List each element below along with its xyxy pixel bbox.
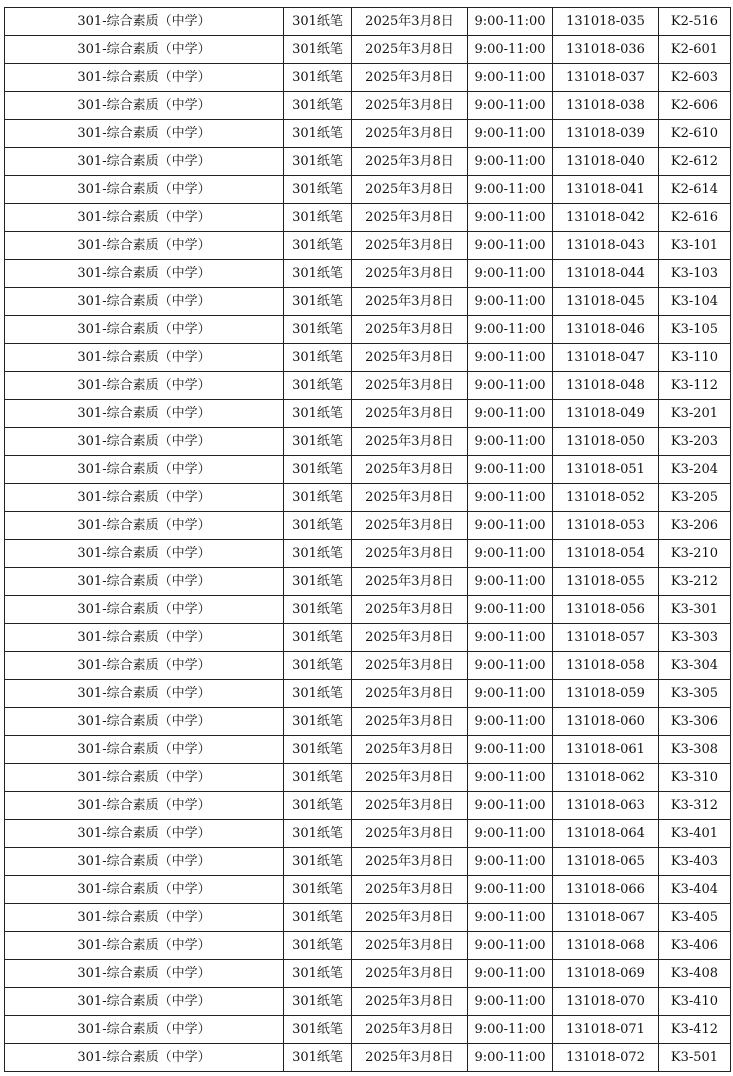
- exam-date-cell: 2025年3月8日: [352, 1016, 468, 1044]
- exam-date-cell: 2025年3月8日: [352, 708, 468, 736]
- table-row: [5, 932, 731, 960]
- subject-cell: 301-综合素质（中学）: [5, 764, 284, 792]
- exam-date-cell: 2025年3月8日: [352, 428, 468, 456]
- session-id-cell: 131018-067: [553, 904, 659, 932]
- room-cell: K3-103: [659, 260, 731, 288]
- room-cell: K3-308: [659, 736, 731, 764]
- exam-code-cell: 301纸笔: [284, 1044, 352, 1072]
- subject-cell: 301-综合素质（中学）: [5, 64, 284, 92]
- exam-date-cell: 2025年3月8日: [352, 372, 468, 400]
- room-cell: K3-212: [659, 568, 731, 596]
- table-row: [5, 456, 731, 484]
- exam-date-cell: 2025年3月8日: [352, 232, 468, 260]
- exam-date-cell: 2025年3月8日: [352, 792, 468, 820]
- exam-date-cell: 2025年3月8日: [352, 456, 468, 484]
- table-row: [5, 680, 731, 708]
- table-row: [5, 736, 731, 764]
- room-cell: K3-104: [659, 288, 731, 316]
- room-cell: K3-501: [659, 1044, 731, 1072]
- exam-code-cell: 301纸笔: [284, 848, 352, 876]
- table-row: [5, 120, 731, 148]
- exam-date-cell: 2025年3月8日: [352, 904, 468, 932]
- table-row: [5, 176, 731, 204]
- room-cell: K3-101: [659, 232, 731, 260]
- session-id-cell: 131018-037: [553, 64, 659, 92]
- table-row: [5, 8, 731, 36]
- exam-time-cell: 9:00-11:00: [468, 652, 553, 680]
- exam-time-cell: 9:00-11:00: [468, 260, 553, 288]
- exam-code-cell: 301纸笔: [284, 904, 352, 932]
- exam-code-cell: 301纸笔: [284, 540, 352, 568]
- subject-cell: 301-综合素质（中学）: [5, 1044, 284, 1072]
- subject-cell: 301-综合素质（中学）: [5, 876, 284, 904]
- session-id-cell: 131018-041: [553, 176, 659, 204]
- table-row: [5, 260, 731, 288]
- exam-time-cell: 9:00-11:00: [468, 484, 553, 512]
- subject-cell: 301-综合素质（中学）: [5, 148, 284, 176]
- exam-date-cell: 2025年3月8日: [352, 400, 468, 428]
- exam-schedule-sheet: [4, 7, 730, 1072]
- exam-code-cell: 301纸笔: [284, 456, 352, 484]
- exam-code-cell: 301纸笔: [284, 92, 352, 120]
- exam-date-cell: 2025年3月8日: [352, 540, 468, 568]
- session-id-cell: 131018-042: [553, 204, 659, 232]
- exam-date-cell: 2025年3月8日: [352, 512, 468, 540]
- session-id-cell: 131018-071: [553, 1016, 659, 1044]
- table-row: [5, 904, 731, 932]
- table-row: [5, 400, 731, 428]
- subject-cell: 301-综合素质（中学）: [5, 932, 284, 960]
- exam-code-cell: 301纸笔: [284, 36, 352, 64]
- subject-cell: 301-综合素质（中学）: [5, 820, 284, 848]
- session-id-cell: 131018-066: [553, 876, 659, 904]
- table-row: [5, 36, 731, 64]
- session-id-cell: 131018-059: [553, 680, 659, 708]
- exam-time-cell: 9:00-11:00: [468, 92, 553, 120]
- subject-cell: 301-综合素质（中学）: [5, 344, 284, 372]
- exam-date-cell: 2025年3月8日: [352, 652, 468, 680]
- exam-date-cell: 2025年3月8日: [352, 680, 468, 708]
- room-cell: K3-110: [659, 344, 731, 372]
- session-id-cell: 131018-058: [553, 652, 659, 680]
- session-id-cell: 131018-065: [553, 848, 659, 876]
- table-row: [5, 848, 731, 876]
- room-cell: K3-201: [659, 400, 731, 428]
- exam-code-cell: 301纸笔: [284, 232, 352, 260]
- subject-cell: 301-综合素质（中学）: [5, 120, 284, 148]
- exam-time-cell: 9:00-11:00: [468, 64, 553, 92]
- room-cell: K3-304: [659, 652, 731, 680]
- exam-code-cell: 301纸笔: [284, 932, 352, 960]
- exam-code-cell: 301纸笔: [284, 708, 352, 736]
- room-cell: K3-412: [659, 1016, 731, 1044]
- session-id-cell: 131018-060: [553, 708, 659, 736]
- exam-time-cell: 9:00-11:00: [468, 820, 553, 848]
- session-id-cell: 131018-036: [553, 36, 659, 64]
- session-id-cell: 131018-039: [553, 120, 659, 148]
- session-id-cell: 131018-050: [553, 428, 659, 456]
- exam-code-cell: 301纸笔: [284, 1016, 352, 1044]
- subject-cell: 301-综合素质（中学）: [5, 988, 284, 1016]
- subject-cell: 301-综合素质（中学）: [5, 736, 284, 764]
- room-cell: K3-312: [659, 792, 731, 820]
- exam-date-cell: 2025年3月8日: [352, 484, 468, 512]
- room-cell: K2-614: [659, 176, 731, 204]
- exam-date-cell: 2025年3月8日: [352, 736, 468, 764]
- exam-date-cell: 2025年3月8日: [352, 1044, 468, 1072]
- exam-date-cell: 2025年3月8日: [352, 876, 468, 904]
- session-id-cell: 131018-052: [553, 484, 659, 512]
- table-row: [5, 540, 731, 568]
- exam-time-cell: 9:00-11:00: [468, 120, 553, 148]
- table-row: [5, 484, 731, 512]
- exam-time-cell: 9:00-11:00: [468, 680, 553, 708]
- exam-date-cell: 2025年3月8日: [352, 64, 468, 92]
- exam-code-cell: 301纸笔: [284, 820, 352, 848]
- session-id-cell: 131018-069: [553, 960, 659, 988]
- subject-cell: 301-综合素质（中学）: [5, 484, 284, 512]
- session-id-cell: 131018-049: [553, 400, 659, 428]
- subject-cell: 301-综合素质（中学）: [5, 456, 284, 484]
- subject-cell: 301-综合素质（中学）: [5, 36, 284, 64]
- exam-code-cell: 301纸笔: [284, 764, 352, 792]
- exam-time-cell: 9:00-11:00: [468, 904, 553, 932]
- session-id-cell: 131018-044: [553, 260, 659, 288]
- subject-cell: 301-综合素质（中学）: [5, 316, 284, 344]
- subject-cell: 301-综合素质（中学）: [5, 1016, 284, 1044]
- subject-cell: 301-综合素质（中学）: [5, 624, 284, 652]
- room-cell: K3-206: [659, 512, 731, 540]
- exam-code-cell: 301纸笔: [284, 260, 352, 288]
- session-id-cell: 131018-038: [553, 92, 659, 120]
- subject-cell: 301-综合素质（中学）: [5, 176, 284, 204]
- room-cell: K3-305: [659, 680, 731, 708]
- exam-time-cell: 9:00-11:00: [468, 456, 553, 484]
- exam-code-cell: 301纸笔: [284, 988, 352, 1016]
- exam-date-cell: 2025年3月8日: [352, 204, 468, 232]
- exam-time-cell: 9:00-11:00: [468, 372, 553, 400]
- table-row: [5, 232, 731, 260]
- exam-date-cell: 2025年3月8日: [352, 568, 468, 596]
- table-row: [5, 764, 731, 792]
- room-cell: K3-303: [659, 624, 731, 652]
- exam-time-cell: 9:00-11:00: [468, 568, 553, 596]
- session-id-cell: 131018-070: [553, 988, 659, 1016]
- exam-code-cell: 301纸笔: [284, 512, 352, 540]
- session-id-cell: 131018-055: [553, 568, 659, 596]
- table-row: [5, 148, 731, 176]
- subject-cell: 301-综合素质（中学）: [5, 848, 284, 876]
- room-cell: K3-403: [659, 848, 731, 876]
- table-row: [5, 792, 731, 820]
- exam-date-cell: 2025年3月8日: [352, 260, 468, 288]
- exam-time-cell: 9:00-11:00: [468, 988, 553, 1016]
- table-row: [5, 652, 731, 680]
- exam-time-cell: 9:00-11:00: [468, 960, 553, 988]
- room-cell: K2-612: [659, 148, 731, 176]
- room-cell: K3-405: [659, 904, 731, 932]
- exam-time-cell: 9:00-11:00: [468, 428, 553, 456]
- exam-code-cell: 301纸笔: [284, 624, 352, 652]
- exam-time-cell: 9:00-11:00: [468, 596, 553, 624]
- exam-date-cell: 2025年3月8日: [352, 848, 468, 876]
- subject-cell: 301-综合素质（中学）: [5, 792, 284, 820]
- subject-cell: 301-综合素质（中学）: [5, 204, 284, 232]
- subject-cell: 301-综合素质（中学）: [5, 288, 284, 316]
- table-row: [5, 288, 731, 316]
- exam-code-cell: 301纸笔: [284, 680, 352, 708]
- exam-time-cell: 9:00-11:00: [468, 764, 553, 792]
- exam-time-cell: 9:00-11:00: [468, 204, 553, 232]
- exam-time-cell: 9:00-11:00: [468, 36, 553, 64]
- session-id-cell: 131018-053: [553, 512, 659, 540]
- exam-date-cell: 2025年3月8日: [352, 988, 468, 1016]
- exam-time-cell: 9:00-11:00: [468, 624, 553, 652]
- exam-code-cell: 301纸笔: [284, 288, 352, 316]
- exam-date-cell: 2025年3月8日: [352, 92, 468, 120]
- subject-cell: 301-综合素质（中学）: [5, 652, 284, 680]
- room-cell: K3-204: [659, 456, 731, 484]
- subject-cell: 301-综合素质（中学）: [5, 428, 284, 456]
- exam-time-cell: 9:00-11:00: [468, 8, 553, 36]
- exam-time-cell: 9:00-11:00: [468, 232, 553, 260]
- table-row: [5, 64, 731, 92]
- table-row: [5, 624, 731, 652]
- session-id-cell: 131018-056: [553, 596, 659, 624]
- room-cell: K3-105: [659, 316, 731, 344]
- room-cell: K2-616: [659, 204, 731, 232]
- room-cell: K3-410: [659, 988, 731, 1016]
- exam-date-cell: 2025年3月8日: [352, 8, 468, 36]
- table-body: [5, 8, 731, 1072]
- room-cell: K3-404: [659, 876, 731, 904]
- exam-time-cell: 9:00-11:00: [468, 540, 553, 568]
- subject-cell: 301-综合素质（中学）: [5, 568, 284, 596]
- exam-date-cell: 2025年3月8日: [352, 596, 468, 624]
- exam-date-cell: 2025年3月8日: [352, 148, 468, 176]
- exam-code-cell: 301纸笔: [284, 372, 352, 400]
- exam-time-cell: 9:00-11:00: [468, 792, 553, 820]
- room-cell: K3-301: [659, 596, 731, 624]
- subject-cell: 301-综合素质（中学）: [5, 8, 284, 36]
- exam-time-cell: 9:00-11:00: [468, 848, 553, 876]
- room-cell: K3-401: [659, 820, 731, 848]
- session-id-cell: 131018-068: [553, 932, 659, 960]
- exam-code-cell: 301纸笔: [284, 792, 352, 820]
- exam-code-cell: 301纸笔: [284, 8, 352, 36]
- table-row: [5, 344, 731, 372]
- exam-time-cell: 9:00-11:00: [468, 932, 553, 960]
- session-id-cell: 131018-057: [553, 624, 659, 652]
- exam-date-cell: 2025年3月8日: [352, 344, 468, 372]
- table-row: [5, 1016, 731, 1044]
- table-row: [5, 204, 731, 232]
- exam-code-cell: 301纸笔: [284, 484, 352, 512]
- table-row: [5, 820, 731, 848]
- exam-code-cell: 301纸笔: [284, 876, 352, 904]
- exam-time-cell: 9:00-11:00: [468, 148, 553, 176]
- room-cell: K3-406: [659, 932, 731, 960]
- exam-time-cell: 9:00-11:00: [468, 400, 553, 428]
- exam-code-cell: 301纸笔: [284, 428, 352, 456]
- subject-cell: 301-综合素质（中学）: [5, 904, 284, 932]
- session-id-cell: 131018-046: [553, 316, 659, 344]
- table-row: [5, 708, 731, 736]
- exam-time-cell: 9:00-11:00: [468, 1044, 553, 1072]
- session-id-cell: 131018-045: [553, 288, 659, 316]
- session-id-cell: 131018-043: [553, 232, 659, 260]
- room-cell: K2-603: [659, 64, 731, 92]
- room-cell: K3-306: [659, 708, 731, 736]
- subject-cell: 301-综合素质（中学）: [5, 680, 284, 708]
- subject-cell: 301-综合素质（中学）: [5, 232, 284, 260]
- exam-code-cell: 301纸笔: [284, 120, 352, 148]
- table-row: [5, 512, 731, 540]
- table-row: [5, 1044, 731, 1072]
- exam-code-cell: 301纸笔: [284, 736, 352, 764]
- session-id-cell: 131018-062: [553, 764, 659, 792]
- exam-room-table: [4, 7, 731, 1072]
- table-row: [5, 428, 731, 456]
- room-cell: K3-112: [659, 372, 731, 400]
- exam-time-cell: 9:00-11:00: [468, 288, 553, 316]
- exam-code-cell: 301纸笔: [284, 652, 352, 680]
- subject-cell: 301-综合素质（中学）: [5, 596, 284, 624]
- exam-code-cell: 301纸笔: [284, 400, 352, 428]
- room-cell: K2-606: [659, 92, 731, 120]
- exam-date-cell: 2025年3月8日: [352, 120, 468, 148]
- table-row: [5, 568, 731, 596]
- exam-date-cell: 2025年3月8日: [352, 176, 468, 204]
- table-row: [5, 876, 731, 904]
- exam-date-cell: 2025年3月8日: [352, 960, 468, 988]
- table-row: [5, 960, 731, 988]
- subject-cell: 301-综合素质（中学）: [5, 400, 284, 428]
- room-cell: K3-203: [659, 428, 731, 456]
- room-cell: K3-205: [659, 484, 731, 512]
- room-cell: K3-408: [659, 960, 731, 988]
- exam-code-cell: 301纸笔: [284, 316, 352, 344]
- session-id-cell: 131018-035: [553, 8, 659, 36]
- table-row: [5, 92, 731, 120]
- exam-date-cell: 2025年3月8日: [352, 624, 468, 652]
- subject-cell: 301-综合素质（中学）: [5, 512, 284, 540]
- session-id-cell: 131018-051: [553, 456, 659, 484]
- session-id-cell: 131018-054: [553, 540, 659, 568]
- subject-cell: 301-综合素质（中学）: [5, 540, 284, 568]
- session-id-cell: 131018-064: [553, 820, 659, 848]
- session-id-cell: 131018-072: [553, 1044, 659, 1072]
- room-cell: K3-310: [659, 764, 731, 792]
- subject-cell: 301-综合素质（中学）: [5, 260, 284, 288]
- session-id-cell: 131018-063: [553, 792, 659, 820]
- room-cell: K2-516: [659, 8, 731, 36]
- exam-code-cell: 301纸笔: [284, 148, 352, 176]
- session-id-cell: 131018-061: [553, 736, 659, 764]
- table-row: [5, 596, 731, 624]
- room-cell: K2-601: [659, 36, 731, 64]
- subject-cell: 301-综合素质（中学）: [5, 92, 284, 120]
- exam-date-cell: 2025年3月8日: [352, 932, 468, 960]
- exam-time-cell: 9:00-11:00: [468, 316, 553, 344]
- session-id-cell: 131018-048: [553, 372, 659, 400]
- session-id-cell: 131018-040: [553, 148, 659, 176]
- exam-time-cell: 9:00-11:00: [468, 512, 553, 540]
- exam-time-cell: 9:00-11:00: [468, 708, 553, 736]
- exam-code-cell: 301纸笔: [284, 344, 352, 372]
- subject-cell: 301-综合素质（中学）: [5, 372, 284, 400]
- room-cell: K3-210: [659, 540, 731, 568]
- table-row: [5, 988, 731, 1016]
- exam-time-cell: 9:00-11:00: [468, 736, 553, 764]
- exam-code-cell: 301纸笔: [284, 596, 352, 624]
- exam-date-cell: 2025年3月8日: [352, 36, 468, 64]
- exam-date-cell: 2025年3月8日: [352, 316, 468, 344]
- exam-date-cell: 2025年3月8日: [352, 820, 468, 848]
- exam-date-cell: 2025年3月8日: [352, 764, 468, 792]
- exam-time-cell: 9:00-11:00: [468, 176, 553, 204]
- exam-code-cell: 301纸笔: [284, 64, 352, 92]
- exam-code-cell: 301纸笔: [284, 176, 352, 204]
- table-row: [5, 372, 731, 400]
- exam-date-cell: 2025年3月8日: [352, 288, 468, 316]
- exam-code-cell: 301纸笔: [284, 960, 352, 988]
- exam-code-cell: 301纸笔: [284, 568, 352, 596]
- table-row: [5, 316, 731, 344]
- session-id-cell: 131018-047: [553, 344, 659, 372]
- exam-code-cell: 301纸笔: [284, 204, 352, 232]
- exam-time-cell: 9:00-11:00: [468, 344, 553, 372]
- subject-cell: 301-综合素质（中学）: [5, 708, 284, 736]
- exam-time-cell: 9:00-11:00: [468, 876, 553, 904]
- exam-time-cell: 9:00-11:00: [468, 1016, 553, 1044]
- subject-cell: 301-综合素质（中学）: [5, 960, 284, 988]
- room-cell: K2-610: [659, 120, 731, 148]
